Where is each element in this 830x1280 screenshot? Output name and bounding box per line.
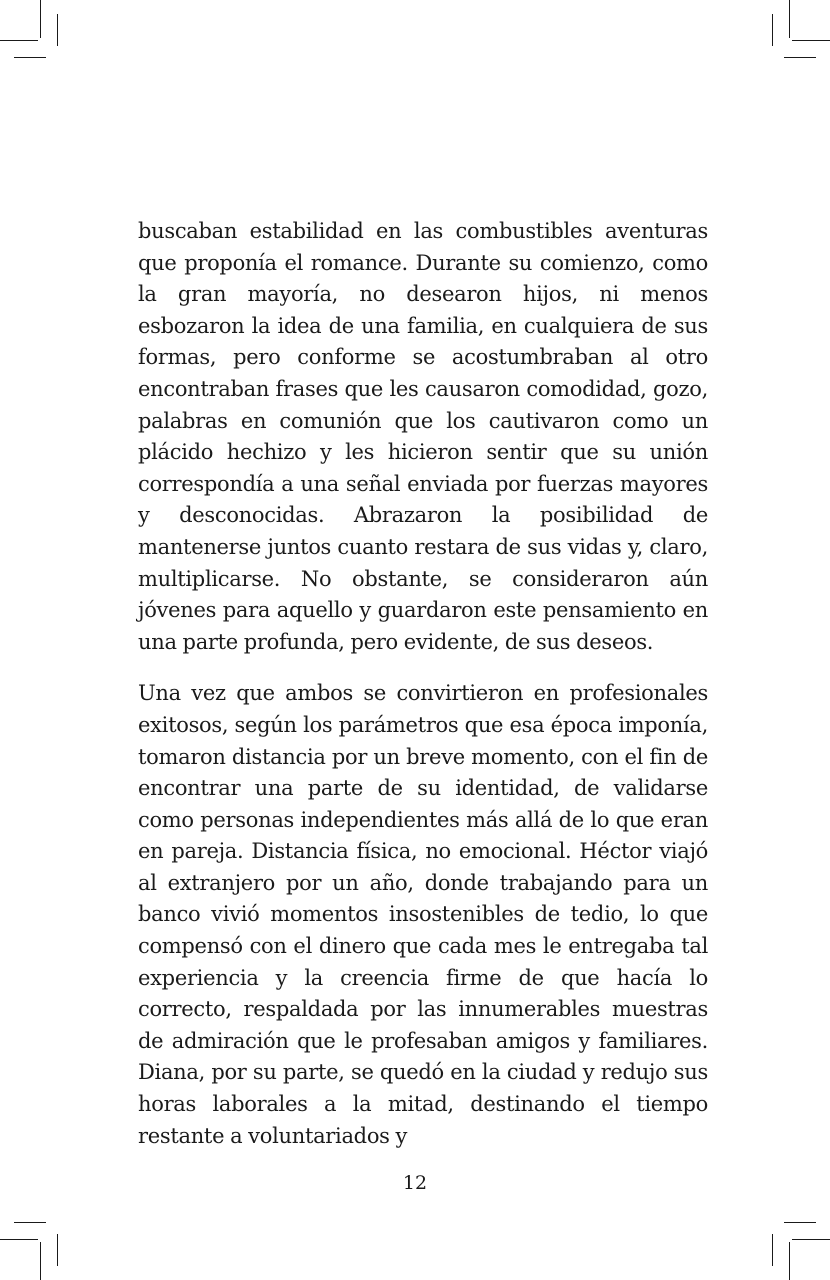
crop-mark <box>789 0 790 38</box>
crop-mark <box>14 57 46 58</box>
crop-mark <box>792 40 830 41</box>
crop-mark <box>772 14 773 46</box>
crop-mark <box>0 1239 38 1240</box>
crop-mark <box>14 1222 46 1223</box>
crop-mark <box>772 1234 773 1266</box>
crop-mark <box>40 1242 41 1280</box>
crop-mark <box>792 1239 830 1240</box>
crop-mark <box>0 40 38 41</box>
paragraph: Una vez que ambos se convirtieron en profesionales exitosos, según los parámetros que esa época imponía, tomaron distancia por un breve momento, con el fin de encontrar una parte de su identidad, de validarse como personas independientes más allá de lo que eran en pareja. Distancia física, no emocional. Héctor viajó al extranjero por un año, donde trabajando para un banco vivió momentos insostenibles de tedio, lo que compensó con el dinero que cada mes le entregaba tal experiencia y la creencia firme de que hacía lo correcto, respaldada por las innumerables muestras de admiración que le profesaban amigos y familiares. Diana, por su parte, se quedó en la ciudad y redujo sus horas laborales a la mitad, destinando el tiempo restante a voluntariados y <box>138 681 708 1148</box>
body-text <box>138 216 708 1152</box>
paragraph: buscaban estabilidad en las combustibles aventuras que proponía el romance. Durante su comienzo, como la gran mayoría, no desearon hijos, ni menos esbozaron la idea de una familia, en cualquiera de sus formas, pero conforme se acostumbraban al otro encontraban frases que les causaron comodidad, gozo, palabras en comunión que los cautivaron como un plácido hechizo y les hicieron sentir que su unión correspondía a una señal enviada por fuerzas mayores y desconocidas. Abrazaron la posibilidad de mantenerse juntos cuanto restara de sus vidas y, claro, multiplicarse. No obstante, se consideraron aún jóvenes para aquello y guardaron este pensamiento en una parte profunda, pero evidente, de sus deseos. <box>138 219 708 654</box>
crop-mark <box>784 1222 816 1223</box>
crop-mark <box>784 57 816 58</box>
crop-mark <box>57 14 58 46</box>
crop-mark <box>40 0 41 38</box>
page-number: 12 <box>402 1172 428 1194</box>
crop-mark <box>789 1242 790 1280</box>
crop-mark <box>57 1234 58 1266</box>
